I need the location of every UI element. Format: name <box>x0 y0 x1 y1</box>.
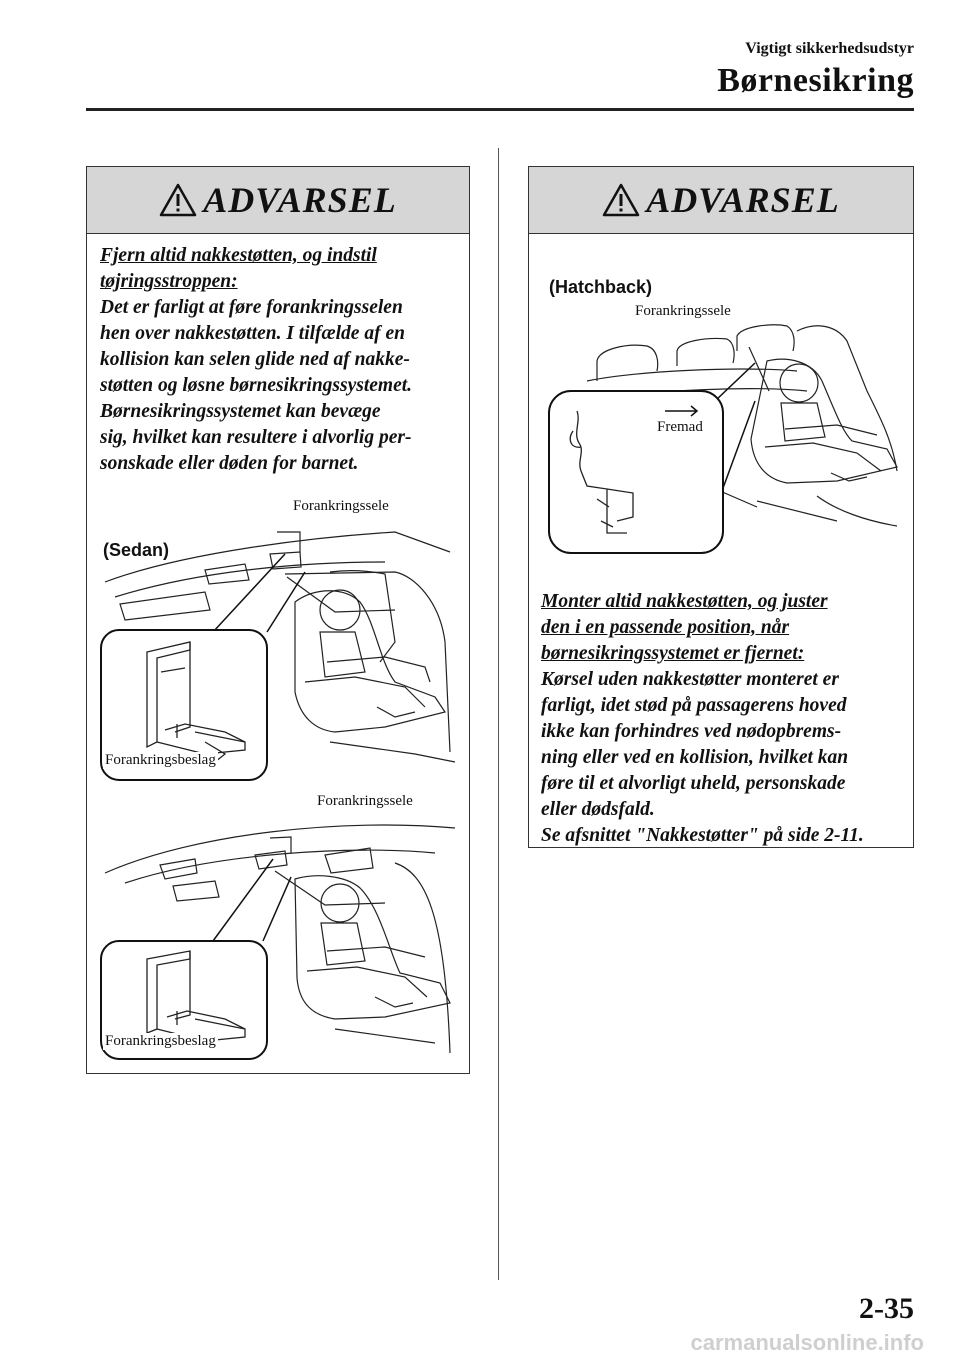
page-title: Børnesikring <box>717 62 914 99</box>
anchor-strap-callout-2: Forankringssele <box>317 793 413 809</box>
warning-body-line: eller dødsfald. <box>541 799 655 820</box>
warning-text-right <box>541 589 907 849</box>
warning-instruction-line: Monter altid nakkestøtten, og juster <box>541 591 828 612</box>
header-section: Vigtigt sikkerhedsudstyr <box>745 40 914 57</box>
warning-text-left <box>100 243 460 477</box>
anchor-bracket-callout-2: Forankringsbeslag <box>105 1033 216 1049</box>
second-seat-illustration <box>95 793 461 1063</box>
anchor-bracket-callout: Forankringsbeslag <box>105 752 216 768</box>
second-seat-drawing <box>95 793 461 1063</box>
anchor-strap-callout: Forankringssele <box>293 498 389 514</box>
forward-callout: Fremad <box>657 419 703 435</box>
warning-body-line: Se afsnittet "Nakkestøtter" på side 2-11. <box>541 825 864 846</box>
warning-title-left: ADVARSEL <box>203 180 397 220</box>
warning-body-line: ning eller ved en kollision, hvilket kan <box>541 747 849 768</box>
warning-body-line: sonskade eller døden for barnet. <box>100 453 359 474</box>
hatchback-label: (Hatchback) <box>549 277 653 297</box>
column-divider <box>498 148 499 1280</box>
warning-body-line: føre til et alvorligt uheld, personskade <box>541 773 846 794</box>
page-number: 2-35 <box>859 1292 914 1325</box>
warning-box-right <box>528 166 914 848</box>
hatchback-illustration <box>537 271 905 571</box>
sedan-illustration <box>95 492 461 782</box>
warning-triangle-icon <box>602 183 640 217</box>
warning-body-line: Kørsel uden nakkestøtter monteret er <box>541 669 839 690</box>
warning-body-line: sig, hvilket kan resultere i alvorlig per- <box>100 427 412 448</box>
warning-instruction-line: Fjern altid nakkestøtten, og indstil <box>100 245 377 266</box>
warning-body-line: Det er farligt at føre forankringsselen <box>100 297 403 318</box>
warning-body-line: kollision kan selen glide ned af nakke- <box>100 349 410 370</box>
warning-instruction-line: den i en passende position, når <box>541 617 790 638</box>
header-rule <box>86 108 914 111</box>
warning-body-line: støtten og løsne børnesikringssystemet. <box>100 375 413 396</box>
sedan-seat-drawing <box>95 492 461 782</box>
warning-body-line: hen over nakkestøtten. I tilfælde af en <box>100 323 405 344</box>
warning-title-right: ADVARSEL <box>646 180 840 220</box>
warning-triangle-icon <box>159 183 197 217</box>
warning-body-line: ikke kan forhindres ved nødopbrems- <box>541 721 842 742</box>
warning-box-left <box>86 166 470 1074</box>
warning-header-left <box>87 167 469 234</box>
warning-instruction-line: børnesikringssystemet er fjernet: <box>541 643 805 664</box>
warning-header-right <box>529 167 913 234</box>
warning-body-line: Børnesikringssystemet kan bevæge <box>100 401 381 422</box>
warning-body-line: farligt, idet stød på passagerens hoved <box>541 695 847 716</box>
warning-instruction-line: tøjringsstroppen: <box>100 271 238 292</box>
watermark: carmanualsonline.info <box>690 1330 924 1355</box>
sedan-label: (Sedan) <box>103 540 170 560</box>
anchor-strap-callout-3: Forankringssele <box>635 303 731 319</box>
